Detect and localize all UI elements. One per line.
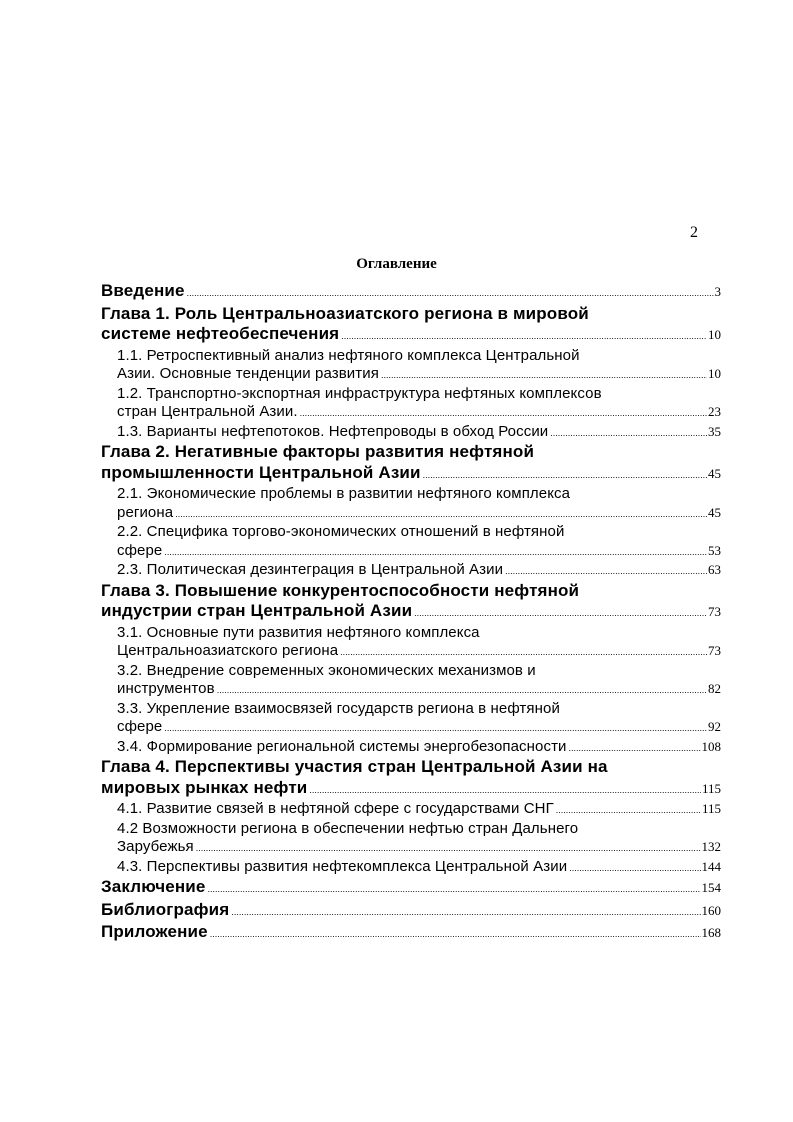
toc-entry-text: Глава 1. Роль Центральноазиатского региона в мировой [101,303,589,323]
dot-leader [569,739,701,758]
dot-leader [231,902,700,923]
toc-page-number: 82 [708,681,721,696]
toc-entry-text: 3.1. Основные пути развития нефтяного комплекса [117,623,480,641]
dot-leader [217,681,707,700]
dot-leader [414,603,707,624]
toc-page-number: 115 [701,801,721,816]
toc-entry-text: региона [117,503,174,521]
page-number: 2 [690,224,698,241]
toc-page-number: 73 [708,604,721,619]
toc-entry-text: 1.2. Транспортно-экспортная инфраструктура нефтяных комплексов [117,384,602,402]
toc-entry-text: 3.4. Формирование региональной системы энергобезопасности [117,737,567,755]
toc-page-number: 92 [708,719,721,734]
toc-entry-text: Введение [101,281,185,300]
toc-entry-text: 3.2. Внедрение современных экономических механизмов и [117,661,536,679]
toc-entry-text: 2.2. Специфика торгово-экономических отношений в нефтяной [117,523,565,540]
toc-entry-chapter [101,900,721,923]
toc-entry-section [101,561,721,581]
toc-entry-section [101,800,721,820]
toc-entry-section [101,523,721,561]
toc-entry-text: системе нефтеобеспечения [101,324,340,343]
toc-entry-text: Центральноазиатского региона [117,642,339,659]
toc-entry-text: промышленности Центральной Азии [101,462,421,482]
toc-entry-text: Глава 3. Повышение конкурентоспособности нефтяной [101,580,580,600]
toc-entry-chapter [101,877,721,900]
toc-page-number: 108 [701,738,721,754]
dot-leader [210,924,701,945]
toc-page-number: 23 [708,404,721,419]
toc-page-number: 63 [708,562,721,577]
toc-page-number: 115 [701,780,721,796]
toc-entry-chapter [101,757,721,800]
toc-entry-chapter [101,442,721,485]
toc-page-number: 160 [701,902,721,918]
dot-leader [164,719,707,738]
toc-entry-text: 1.1. Ретроспективный анализ нефтяного комплекса Центральной [117,346,580,364]
toc-entry-text: сфере [117,718,163,735]
toc-entry-section [101,485,721,523]
toc-entry-section [101,738,721,758]
dot-leader [300,404,707,423]
dot-leader [550,424,707,443]
dot-leader [556,801,701,820]
toc-entry-section [101,662,721,700]
dot-leader [341,326,707,347]
toc-page-number: 35 [708,423,721,439]
toc-entry-text: Библиография [101,899,230,919]
toc-entry-text: Заключение [101,877,206,896]
toc-entry-text: мировых рынках нефти [101,777,308,797]
toc-entry-text: Приложение [101,922,208,941]
toc-entry-text: Глава 2. Негативные факторы развития нефтяной [101,442,535,461]
toc-entry-chapter [101,281,721,304]
toc-entry-section [101,624,721,662]
toc-entry-text: 2.1. Экономические проблемы в развитии нефтяного комплекса [117,485,571,502]
toc-entry-chapter [101,581,721,624]
toc-entry-chapter [101,304,721,347]
toc-entry-text: 4.2 Возможности региона в обеспечении нефтью стран Дальнего [117,819,579,837]
toc-title: Оглавление [356,256,437,272]
toc-entry-text: Зарубежья [117,838,194,855]
dot-leader [505,562,707,581]
toc-entry-text: 4.3. Перспективы развития нефтекомплекса Центральной Азии [117,857,568,875]
table-of-contents [101,281,721,945]
toc-entry-text: Глава 4. Перспективы участия стран Центральной Азии на [101,757,608,776]
toc-entry-text: 2.3. Политическая дезинтеграция в Центральной Азии [117,561,504,578]
toc-page-number: 144 [701,858,721,874]
toc-entry-text: 3.3. Укрепление взаимосвязей государств региона в нефтяной [117,699,560,717]
toc-page-number: 45 [708,504,721,520]
toc-entry-section [101,700,721,738]
dot-leader [340,643,707,662]
dot-leader [309,780,701,801]
toc-entry-text: Азии. Основные тенденции развития [117,365,379,382]
toc-entry-text: инструментов [117,680,215,697]
toc-entry-text: индустрии стран Центральной Азии [101,601,413,620]
dot-leader [187,283,714,304]
toc-entry-section [101,347,721,385]
toc-page-number: 45 [708,465,721,481]
toc-entry-section [101,423,721,443]
dot-leader [164,543,707,562]
toc-page-number: 154 [701,880,721,895]
toc-entry-text: 4.1. Развитие связей в нефтяной сфере с государствами СНГ [117,800,554,817]
dot-leader [208,879,701,900]
dot-leader [381,366,707,385]
toc-entry-section [101,820,721,858]
toc-page-number: 10 [708,366,721,381]
dot-leader [175,505,707,524]
dot-leader [569,859,700,878]
toc-page-number: 53 [708,542,721,558]
toc-entry-chapter [101,922,721,945]
toc-entry-text: стран Центральной Азии. [117,403,298,420]
toc-page-number: 168 [701,925,721,940]
toc-entry-section [101,385,721,423]
toc-page-number: 10 [708,327,721,342]
dot-leader [196,839,701,858]
dot-leader [423,465,707,486]
toc-page-number: 73 [708,643,721,658]
toc-page-number: 132 [701,839,721,854]
toc-entry-section [101,858,721,878]
toc-entry-text: 1.3. Варианты нефтепотоков. Нефтепроводы в обход России [117,422,549,440]
toc-entry-text: сфере [117,541,163,559]
toc-page-number: 3 [714,284,721,299]
